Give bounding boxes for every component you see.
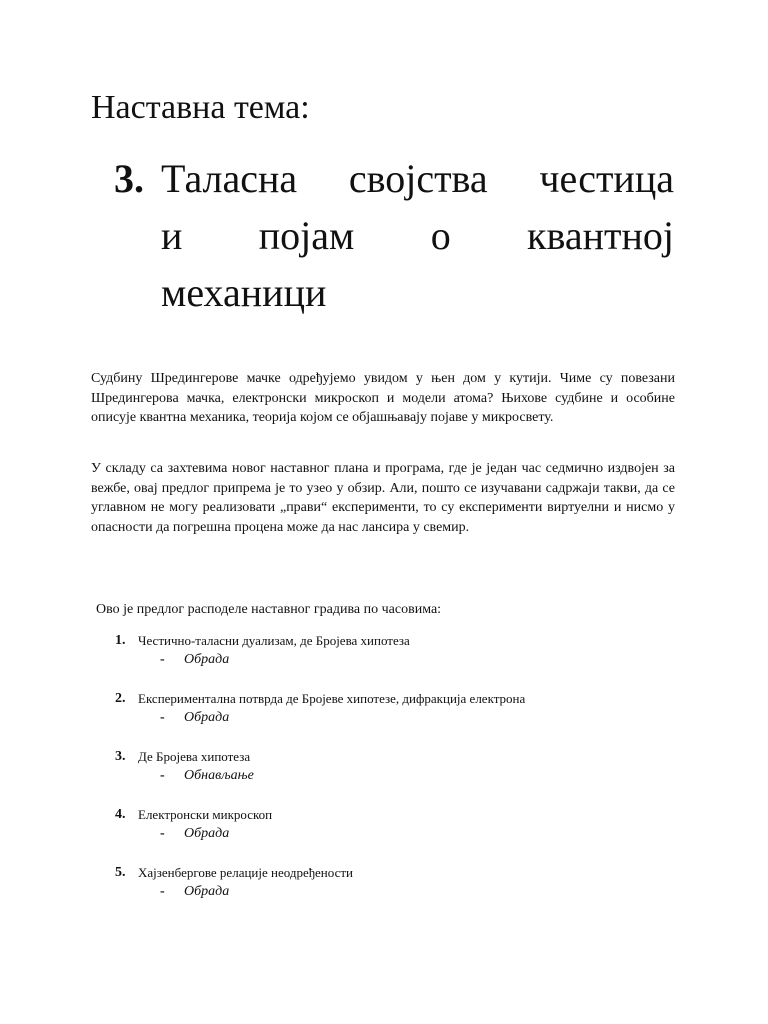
item-topic: Хајзенбергове релације неодређености xyxy=(138,865,353,880)
item-dash: - xyxy=(160,768,165,783)
topic-title-line: Таласна својства честица xyxy=(161,156,674,201)
item-topic: Експериментална потврда де Бројеве хипотезе, дифракција електрона xyxy=(138,691,526,706)
curriculum-paragraph: У складу са захтевима новог наставног плана и програма, где је један час седмично издвојен за вежбе, овај предлог припрема је то узео у обзир. Али, пошто се изучавани садржаји такви, да се углавном не могу реализовати „прави“ експерименти, то су експерименти виртуелни и нисмо у опасности да погрешна процена може да нас лансира у свемир. xyxy=(91,461,675,535)
item-topic: Честично-таласни дуализам, де Бројева хипотеза xyxy=(138,633,410,648)
intro-paragraph: Судбину Шредингерове мачке одређујемо увидом у њен дом у кутији. Чиме су повезани Шредингерова мачка, електронски микроскоп и модели атома? Њихове судбине и особине описује квантна механика, теорија којом се објашњавају појаве у микросвету. xyxy=(91,371,675,426)
item-number: 5. xyxy=(115,865,126,880)
topic-title-line: и појам о квантној xyxy=(161,213,674,258)
plan-intro: Ово је предлог расподеле наставног градива по часовима: xyxy=(96,602,442,617)
item-number: 1. xyxy=(115,633,126,648)
item-number: 4. xyxy=(115,807,126,822)
item-number: 2. xyxy=(115,691,126,706)
topic-number: 3. xyxy=(114,156,144,201)
item-topic: Електронски микроскоп xyxy=(138,807,273,822)
topic-title-line: механици xyxy=(161,270,327,315)
item-number: 3. xyxy=(115,749,126,764)
item-topic: Де Бројева хипотеза xyxy=(138,749,251,764)
item-kind: Обнављање xyxy=(184,768,254,783)
topic-kicker: Наставна тема: xyxy=(91,89,310,126)
item-dash: - xyxy=(160,884,165,899)
item-dash: - xyxy=(160,826,165,841)
item-kind: Обрада xyxy=(184,710,230,725)
item-kind: Обрада xyxy=(184,826,230,841)
item-kind: Обрада xyxy=(184,884,230,899)
item-kind: Обрада xyxy=(184,652,230,667)
item-dash: - xyxy=(160,710,165,725)
item-dash: - xyxy=(160,652,165,667)
